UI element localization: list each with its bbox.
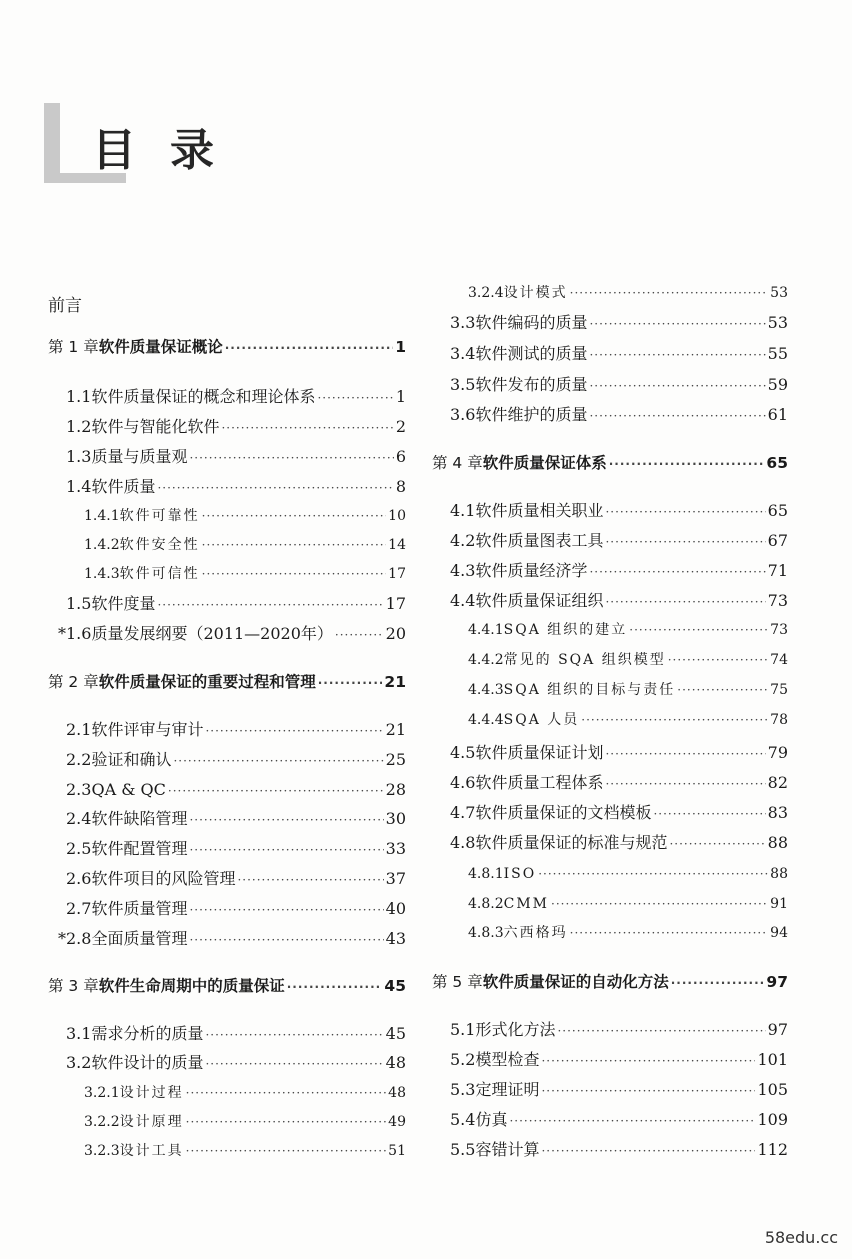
toc-entry-label: 容错计算 (475, 1140, 540, 1159)
leader-dots (205, 1054, 383, 1074)
toc-entry-number: 1.3 (66, 447, 92, 466)
page-title: 目录 (92, 125, 248, 176)
toc-entry-page: 75 (770, 682, 788, 698)
toc-entry-number: 3.1 (66, 1024, 92, 1043)
toc-entry-number: 2.6 (66, 869, 92, 888)
leader-dots (589, 345, 765, 365)
leader-dots (589, 562, 765, 582)
toc-entry-sec[interactable] (66, 477, 406, 498)
toc-entry-page: 14 (388, 537, 406, 553)
toc-entry-page: 91 (770, 896, 788, 912)
leader-dots (538, 864, 768, 884)
toc-entry-label: 质量发展纲要（2011—2020年） (91, 624, 333, 643)
toc-entry-page: 53 (767, 313, 788, 332)
toc-entry-number: 4.3 (450, 561, 476, 580)
toc-entry-sub[interactable] (468, 923, 788, 943)
toc-entry-number: 1.5 (66, 594, 92, 613)
toc-entry-chap[interactable] (432, 972, 788, 993)
toc-entry-label: CMM (503, 896, 550, 912)
leader-dots (189, 900, 383, 920)
toc-entry-page: 78 (770, 712, 788, 728)
toc-entry-page: 48 (388, 1085, 406, 1101)
leader-dots (671, 973, 765, 993)
toc-entry-number: 4.2 (450, 531, 476, 550)
toc-entry-number: 3.3 (450, 313, 476, 332)
toc-entry-sec[interactable] (66, 750, 406, 771)
toc-entry-sec[interactable] (450, 531, 788, 552)
toc-entry-sec[interactable] (450, 1110, 788, 1131)
toc-entry-label: 软件质量保证概论 (98, 338, 223, 356)
toc-entry-label: 软件设计的质量 (91, 1053, 204, 1072)
toc-entry-page: 53 (770, 285, 788, 301)
toc-entry-sub[interactable] (468, 710, 788, 730)
toc-entry-sec[interactable] (66, 1024, 406, 1045)
toc-entry-sec[interactable] (450, 405, 788, 426)
toc-entry-page: 20 (385, 624, 406, 643)
toc-entry-sub[interactable] (468, 680, 788, 700)
toc-entry-page: 21 (385, 720, 406, 739)
toc-entry-sec[interactable] (450, 561, 788, 582)
toc-entry-page: 71 (767, 561, 788, 580)
toc-entry-number: 1.2 (66, 417, 92, 436)
leader-dots (237, 870, 383, 890)
toc-entry-label: 软件质量管理 (91, 899, 188, 918)
toc-entry-page: 97 (767, 1020, 788, 1039)
toc-entry-number: 第 1 章 (48, 338, 99, 356)
toc-entry-number: 3.4 (450, 344, 476, 363)
toc-entry-number: *2.8 (58, 929, 92, 948)
leader-dots (589, 406, 765, 426)
leader-dots (189, 810, 383, 830)
leader-dots (509, 1111, 755, 1131)
toc-entry-page: 40 (385, 899, 406, 918)
toc-entry-page: 55 (767, 344, 788, 363)
toc-entry-sub[interactable] (468, 864, 788, 884)
leader-dots (205, 1025, 383, 1045)
leader-dots (609, 454, 765, 474)
toc-entry-page: 65 (766, 454, 788, 472)
toc-entry-number: 4.8.2 (468, 896, 504, 912)
leader-dots (205, 721, 383, 741)
toc-entry-sec[interactable] (450, 833, 788, 854)
toc-entry-page: 17 (388, 566, 406, 582)
toc-entry-page: 101 (757, 1050, 788, 1069)
toc-entry-number: 2.7 (66, 899, 92, 918)
toc-entry-page: 112 (757, 1140, 788, 1159)
toc-entry-page: 59 (767, 375, 788, 394)
leader-dots (605, 532, 765, 552)
toc-entry-number: 5.4 (450, 1110, 476, 1129)
toc-entry-sec[interactable] (450, 1050, 788, 1071)
toc-entry-number: 5.5 (450, 1140, 476, 1159)
leader-dots (581, 710, 768, 730)
toc-entry-label: 软件质量保证的文档模板 (475, 803, 652, 822)
toc-entry-label: 软件缺陷管理 (91, 809, 188, 828)
toc-entry-page: 10 (388, 508, 406, 524)
preface-entry[interactable] (48, 296, 82, 316)
toc-entry-label: 软件质量保证的自动化方法 (482, 973, 669, 991)
leader-dots (589, 376, 765, 396)
toc-entry-sec[interactable] (450, 743, 788, 764)
toc-entry-page: 48 (385, 1053, 406, 1072)
toc-entry-number: 2.2 (66, 750, 92, 769)
toc-entry-label: 软件质量相关职业 (475, 501, 604, 520)
leader-dots (173, 751, 383, 771)
toc-entry-number: 3.2.3 (84, 1143, 120, 1159)
leader-dots (186, 1141, 387, 1161)
toc-entry-number: 第 4 章 (432, 454, 483, 472)
toc-entry-number: 1.4 (66, 477, 92, 496)
toc-entry-number: 5.2 (450, 1050, 476, 1069)
leader-dots (157, 595, 383, 615)
toc-entry-page: 73 (770, 622, 788, 638)
leader-dots (551, 894, 768, 914)
leader-dots (570, 283, 769, 303)
toc-entry-sec[interactable] (66, 780, 406, 801)
toc-entry-sub[interactable] (84, 1112, 406, 1132)
toc-entry-sec[interactable] (450, 1080, 788, 1101)
toc-entry-label: 软件质量保证的标准与规范 (475, 833, 668, 852)
toc-entry-page: 51 (388, 1143, 406, 1159)
toc-entry-label: 验证和确认 (91, 750, 172, 769)
leader-dots (570, 923, 769, 943)
leader-dots (557, 1021, 765, 1041)
toc-entry-label: 软件质量保证计划 (475, 743, 604, 762)
toc-entry-page: 88 (770, 866, 788, 882)
toc-entry-label: 软件可靠性 (119, 508, 200, 524)
toc-entry-label: 软件度量 (91, 594, 156, 613)
toc-entry-number: 5.3 (450, 1080, 476, 1099)
toc-entry-label: 软件质量保证组织 (475, 591, 604, 610)
toc-entry-label: 软件发布的质量 (475, 375, 588, 394)
toc-entry-label: 软件质量工程体系 (475, 773, 604, 792)
toc-entry-label: 全面质量管理 (91, 929, 188, 948)
toc-entry-sec[interactable] (450, 803, 788, 824)
toc-entry-page: 65 (767, 501, 788, 520)
leader-dots (287, 977, 383, 997)
toc-entry-sec[interactable] (66, 387, 406, 408)
toc-entry-number: 1.4.3 (84, 566, 120, 582)
toc-entry-number: 3.5 (450, 375, 476, 394)
toc-entry-sec[interactable] (450, 313, 788, 334)
toc-entry-label: 软件质量保证的概念和理论体系 (91, 387, 316, 406)
toc-entry-number: 2.5 (66, 839, 92, 858)
toc-entry-sec[interactable] (450, 1020, 788, 1041)
toc-entry-page: 73 (767, 591, 788, 610)
toc-entry-chap[interactable] (432, 453, 788, 474)
toc-entry-number: *1.6 (58, 624, 92, 643)
toc-entry-label: 软件维护的质量 (475, 405, 588, 424)
toc-entry-number: 5.1 (450, 1020, 476, 1039)
leader-dots (317, 388, 393, 408)
toc-entry-sub[interactable] (84, 1083, 406, 1103)
toc-entry-number: 第 5 章 (432, 973, 483, 991)
toc-entry-number: 4.8.3 (468, 925, 504, 941)
toc-entry-page: 45 (384, 977, 406, 995)
leader-dots (669, 834, 765, 854)
toc-entry-sec[interactable] (66, 899, 406, 920)
toc-entry-page: 74 (770, 652, 788, 668)
toc-entry-page: 28 (385, 780, 406, 799)
toc-entry-page: 82 (767, 773, 788, 792)
toc-entry-page: 61 (767, 405, 788, 424)
toc-entry-label: SQA 组织的目标与责任 (503, 682, 676, 698)
toc-entry-label: SQA 组织的建立 (503, 622, 628, 638)
leader-dots (668, 650, 768, 670)
toc-entry-sub[interactable] (84, 564, 406, 584)
leader-dots (589, 314, 765, 334)
toc-entry-label: 软件质量图表工具 (475, 531, 604, 550)
leader-dots (318, 673, 383, 693)
leader-dots (541, 1081, 755, 1101)
toc-entry-sec[interactable] (450, 773, 788, 794)
title-bar-vertical (44, 103, 60, 181)
toc-entry-sub[interactable] (84, 1141, 406, 1161)
toc-entry-number: 4.7 (450, 803, 476, 822)
toc-entry-label: 软件质量保证体系 (482, 454, 607, 472)
toc-entry-sec[interactable] (66, 809, 406, 830)
toc-entry-sec[interactable] (66, 447, 406, 468)
toc-entry-number: 4.4.4 (468, 712, 504, 728)
leader-dots (605, 502, 765, 522)
toc-entry-sec[interactable] (66, 869, 406, 890)
toc-entry-page: 45 (385, 1024, 406, 1043)
toc-entry-number: 3.2.4 (468, 285, 504, 301)
toc-entry-label: 模型检查 (475, 1050, 540, 1069)
leader-dots (605, 774, 765, 794)
toc-entry-sub[interactable] (84, 535, 406, 555)
toc-entry-page: 67 (767, 531, 788, 550)
toc-entry-label: 软件与智能化软件 (91, 417, 220, 436)
toc-entry-number: 1.1 (66, 387, 92, 406)
leader-dots (225, 338, 393, 358)
toc-entry-label: 质量与质量观 (91, 447, 188, 466)
toc-entry-page: 43 (385, 929, 406, 948)
leader-dots (202, 506, 387, 526)
watermark: 58edu.cc (764, 1228, 838, 1247)
toc-entry-number: 3.2.1 (84, 1085, 120, 1101)
toc-entry-number: 4.4 (450, 591, 476, 610)
toc-entry-page: 37 (385, 869, 406, 888)
toc-entry-sec[interactable] (66, 839, 406, 860)
leader-dots (605, 744, 765, 764)
toc-entry-number: 1.4.1 (84, 508, 120, 524)
leader-dots (189, 840, 383, 860)
toc-entry-label: 形式化方法 (475, 1020, 556, 1039)
leader-dots (168, 781, 384, 801)
toc-entry-label: 软件可信性 (119, 566, 200, 582)
toc-entry-page: 79 (767, 743, 788, 762)
toc-entry-label: 软件测试的质量 (475, 344, 588, 363)
toc-entry-number: 3.6 (450, 405, 476, 424)
toc-entry-sec[interactable] (66, 417, 406, 438)
toc-entry-label: SQA 人员 (503, 712, 580, 728)
toc-entry-sec[interactable] (58, 929, 406, 950)
toc-entry-label: 设计过程 (119, 1085, 184, 1101)
toc-entry-sub[interactable] (468, 620, 788, 640)
toc-entry-page: 109 (757, 1110, 788, 1129)
toc-entry-label: 六西格玛 (503, 925, 568, 941)
toc-entry-page: 30 (385, 809, 406, 828)
toc-entry-label: 软件质量保证的重要过程和管理 (98, 673, 316, 691)
toc-entry-page: 8 (395, 477, 406, 496)
toc-entry-sub[interactable] (468, 894, 788, 914)
toc-entry-sub[interactable] (468, 650, 788, 670)
toc-entry-label: QA & QC (91, 780, 166, 799)
toc-entry-sub[interactable] (84, 506, 406, 526)
leader-dots (677, 680, 768, 700)
toc-entry-number: 1.4.2 (84, 537, 120, 553)
toc-entry-number: 2.3 (66, 780, 92, 799)
leader-dots (157, 478, 393, 498)
leader-dots (186, 1083, 387, 1103)
toc-entry-label: 仿真 (475, 1110, 508, 1129)
toc-entry-label: 设计模式 (503, 285, 568, 301)
toc-entry-number: 2.4 (66, 809, 92, 828)
toc-entry-sec[interactable] (450, 1140, 788, 1161)
leader-dots (189, 930, 383, 950)
toc-entry-sec[interactable] (66, 594, 406, 615)
toc-entry-page: 17 (385, 594, 406, 613)
toc-entry-sec[interactable] (58, 624, 406, 645)
toc-entry-label: 软件生命周期中的质量保证 (98, 977, 285, 995)
toc-entry-sec[interactable] (450, 591, 788, 612)
toc-entry-page: 2 (395, 417, 406, 436)
leader-dots (335, 625, 384, 645)
toc-entry-number: 2.1 (66, 720, 92, 739)
toc-entry-number: 第 3 章 (48, 977, 99, 995)
toc-entry-sec[interactable] (450, 501, 788, 522)
toc-entry-number: 4.1 (450, 501, 476, 520)
leader-dots (202, 564, 387, 584)
preface-label: 前言 (48, 296, 82, 316)
toc-entry-chap[interactable] (48, 976, 406, 997)
toc-entry-page: 88 (767, 833, 788, 852)
toc-entry-number: 4.8 (450, 833, 476, 852)
toc-entry-number: 4.8.1 (468, 866, 504, 882)
toc-entry-label: 软件配置管理 (91, 839, 188, 858)
toc-entry-page: 25 (385, 750, 406, 769)
leader-dots (541, 1141, 755, 1161)
toc-entry-label: 软件质量经济学 (475, 561, 588, 580)
leader-dots (605, 592, 765, 612)
toc-entry-label: 软件编码的质量 (475, 313, 588, 332)
toc-entry-label: 定理证明 (475, 1080, 540, 1099)
toc-entry-sec[interactable] (66, 1053, 406, 1074)
toc-entry-page: 83 (767, 803, 788, 822)
toc-entry-number: 3.2.2 (84, 1114, 120, 1130)
toc-entry-page: 6 (395, 447, 406, 466)
toc-entry-number: 4.5 (450, 743, 476, 762)
toc-entry-page: 1 (395, 387, 406, 406)
toc-entry-label: 软件项目的风险管理 (91, 869, 236, 888)
toc-entry-page: 21 (384, 673, 406, 691)
toc-entry-number: 4.4.1 (468, 622, 504, 638)
leader-dots (186, 1112, 387, 1132)
toc-entry-label: 软件安全性 (119, 537, 200, 553)
toc-entry-page: 94 (770, 925, 788, 941)
toc-entry-number: 3.2 (66, 1053, 92, 1072)
toc-entry-sec[interactable] (450, 375, 788, 396)
toc-entry-label: 设计原理 (119, 1114, 184, 1130)
leader-dots (202, 535, 387, 555)
toc-entry-page: 33 (385, 839, 406, 858)
toc-entry-number: 4.4.2 (468, 652, 504, 668)
toc-entry-sub[interactable] (468, 283, 788, 303)
toc-entry-sec[interactable] (450, 344, 788, 365)
toc-entry-label: 需求分析的质量 (91, 1024, 204, 1043)
toc-entry-page: 1 (395, 338, 406, 356)
toc-entry-page: 105 (757, 1080, 788, 1099)
toc-entry-number: 4.6 (450, 773, 476, 792)
leader-dots (541, 1051, 755, 1071)
toc-entry-label: 常见的 SQA 组织模型 (503, 652, 666, 668)
leader-dots (629, 620, 768, 640)
toc-entry-page: 49 (388, 1114, 406, 1130)
toc-entry-chap[interactable] (48, 337, 406, 358)
toc-entry-label: 软件质量 (91, 477, 156, 496)
toc-entry-sec[interactable] (66, 720, 406, 741)
leader-dots (221, 418, 393, 438)
toc-entry-page: 97 (766, 973, 788, 991)
leader-dots (653, 804, 765, 824)
leader-dots (189, 448, 393, 468)
toc-entry-number: 4.4.3 (468, 682, 504, 698)
toc-entry-chap[interactable] (48, 672, 406, 693)
toc-entry-number: 第 2 章 (48, 673, 99, 691)
toc-entry-label: ISO (503, 866, 537, 882)
toc-entry-label: 软件评审与审计 (91, 720, 204, 739)
toc-entry-label: 设计工具 (119, 1143, 184, 1159)
